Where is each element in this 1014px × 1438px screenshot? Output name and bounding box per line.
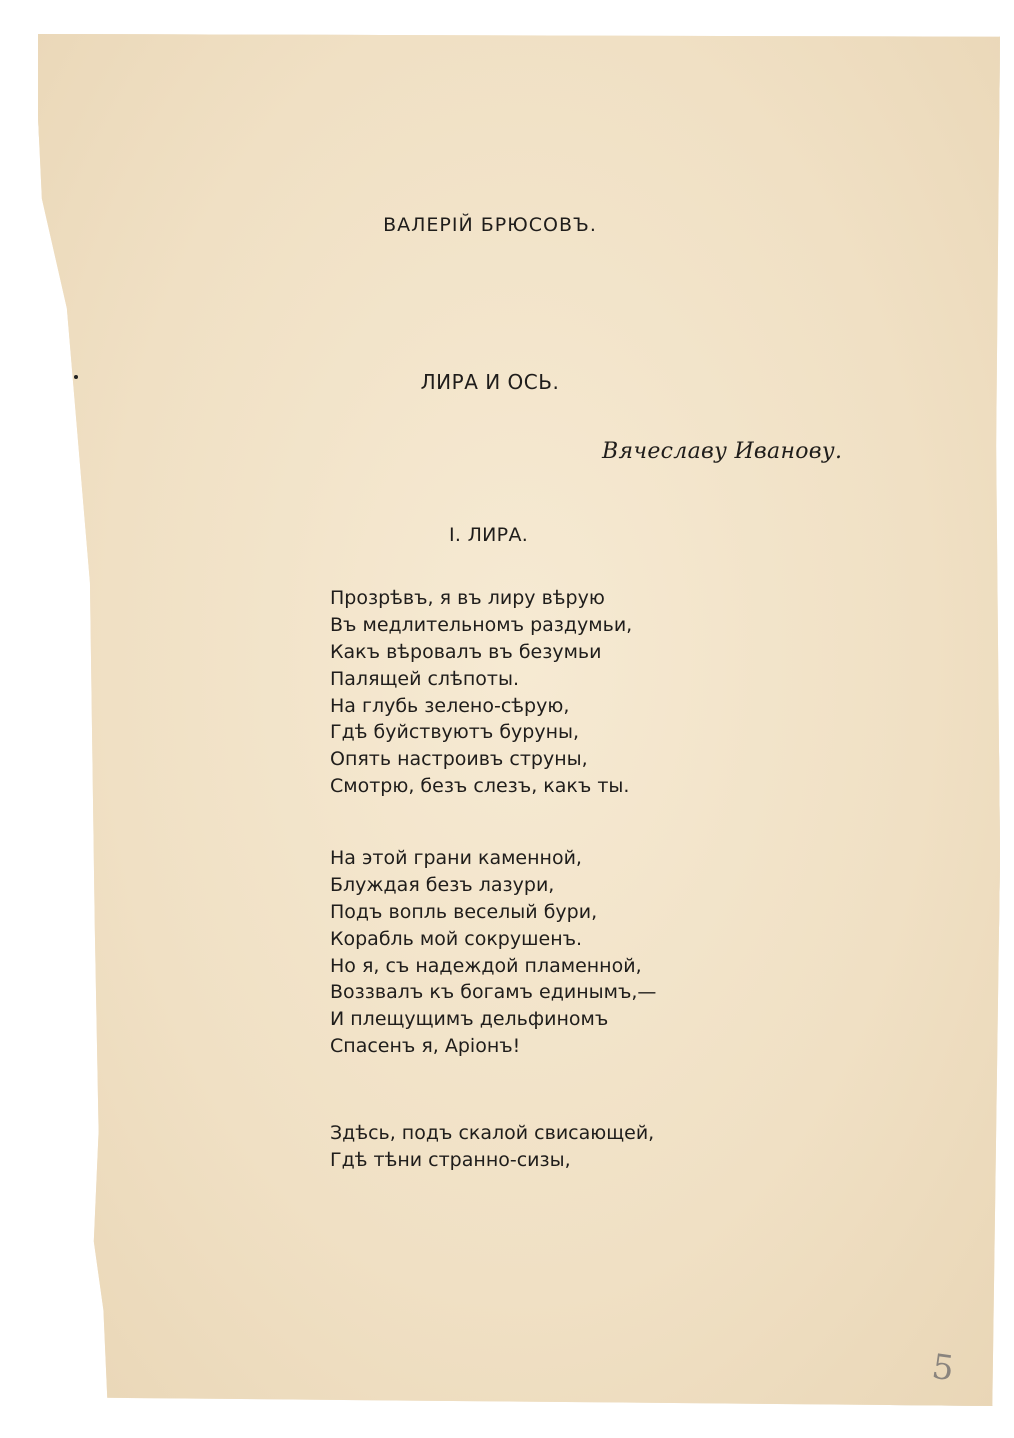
poem-line: Смотрю, безъ слезъ, какъ ты. (330, 775, 630, 798)
poem-line: И плещущимъ дельфиномъ (330, 1008, 609, 1031)
poem-line: Спасенъ я, Аріонъ! (330, 1035, 521, 1058)
poem-line: Здѣсь, подъ скалой свисающей, (330, 1122, 655, 1144)
poem-title: ЛИРА И ОСЬ. (420, 370, 560, 394)
section-heading: I. ЛИРА. (449, 524, 529, 546)
poem-line: Подъ вопль веселый бури, (330, 900, 598, 923)
stanza-2 (330, 845, 656, 1060)
poem-line: Блуждая безъ лазури, (330, 873, 555, 896)
poem-line: Но я, съ надеждой пламенной, (330, 954, 642, 977)
page-number: 5 (929, 1346, 957, 1390)
stanza-3 (330, 1120, 654, 1174)
poem-line: Опять настроивъ струны, (330, 748, 588, 771)
dedication: Вячеславу Иванову. (602, 439, 843, 464)
stanza-1 (330, 585, 632, 800)
poem-line: Воззвалъ къ богамъ единымъ,— (330, 981, 657, 1004)
poem-line: На этой грани каменной, (330, 847, 582, 869)
poem-line: Какъ вѣровалъ въ безумьи (330, 640, 602, 663)
poem-line: Прозрѣвъ, я въ лиру вѣрую (330, 587, 605, 609)
poem-line: Гдѣ тѣни странно-сизы, (330, 1148, 571, 1171)
poem-line: Палящей слѣпоты. (330, 667, 519, 690)
author-name: ВАЛЕРІЙ БРЮСОВЪ. (383, 214, 597, 236)
poem-line: Корабль мой сокрушенъ. (330, 927, 583, 950)
poem-line: Гдѣ буйствуютъ буруны, (330, 721, 580, 744)
poem-line: На глубь зелено-сѣрую, (330, 694, 570, 717)
poem-line: Въ медлительномъ раздумьи, (330, 613, 633, 636)
